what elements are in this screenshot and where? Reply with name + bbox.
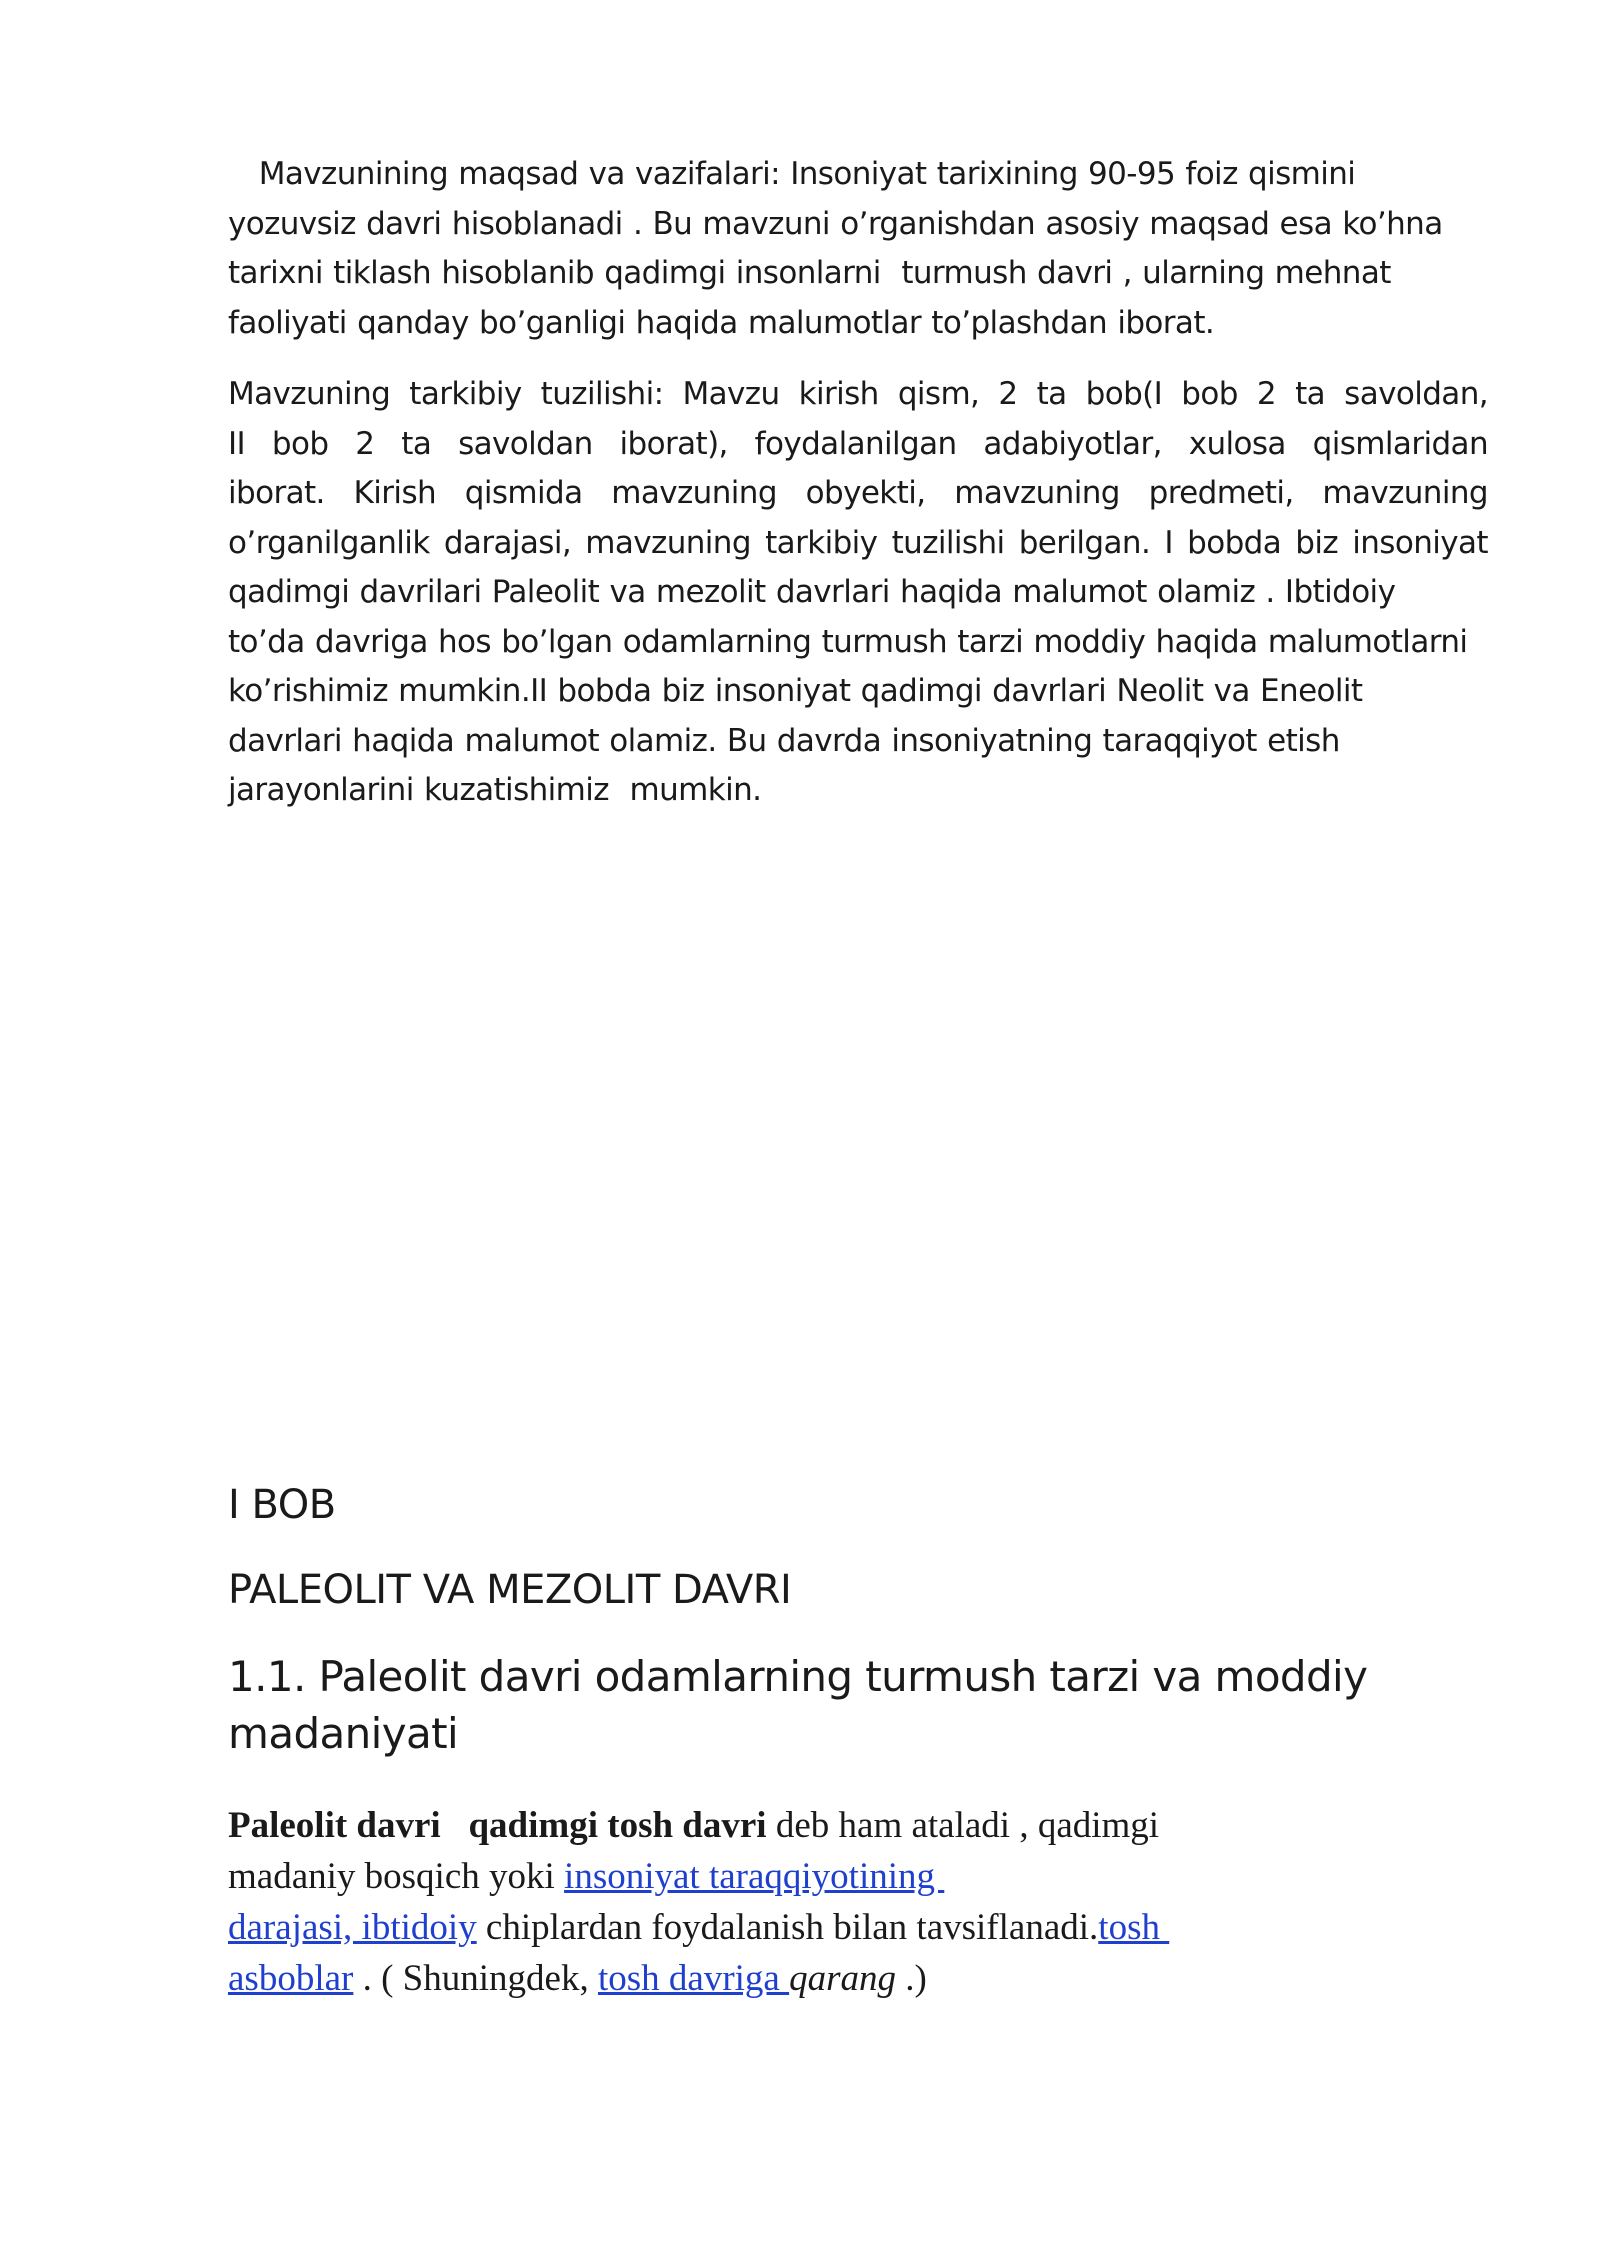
paleolit-text: .) xyxy=(896,1958,927,1999)
structure-line: ko’rishimiz mumkin.II bobda biz insoniyat qadimgi davrlari Neolit va Eneolit xyxy=(228,673,1363,709)
link-tosh-asboblar[interactable]: tosh xyxy=(1098,1907,1170,1948)
link-tosh-davriga[interactable]: tosh davriga xyxy=(597,1958,790,1999)
paleolit-text: chiplardan foydalanish bilan tavsiflanadi. xyxy=(476,1907,1099,1948)
intro-line: Mavzunining maqsad va vazifalari: Insoniyat tarixining 90-95 foiz qismini xyxy=(228,156,1356,192)
structure-line: iborat. Kirish qismida mavzuning obyekti, mavzuning predmeti, mavzuning xyxy=(228,475,1488,511)
chapter-label: I BOB xyxy=(228,1482,336,1528)
bold-term: Paleolit davri xyxy=(228,1805,441,1846)
structure-line: jarayonlarini kuzatishimiz mumkin. xyxy=(228,772,762,808)
structure-line: to’da davriga hos bo’lgan odamlarning turmush tarzi moddiy haqida malumotlarni xyxy=(228,623,1468,660)
structure-line: II bob 2 ta savoldan iborat), foydalanilgan adabiyotlar, xulosa qismlaridan xyxy=(228,425,1488,462)
intro-line: tarixni tiklash hisoblanib qadimgi insonlarni turmush davri , ularning mehnat xyxy=(228,255,1391,291)
structure-line: Mavzuning tarkibiy tuzilishi: Mavzu kirish qism, 2 ta bob(I bob 2 ta savoldan, xyxy=(228,376,1488,412)
chapter-title: PALEOLIT VA MEZOLIT DAVRI xyxy=(228,1567,792,1613)
paleolit-line xyxy=(228,1851,1508,1902)
paleolit-line xyxy=(228,1953,1508,2004)
link-insoniyat-taraqqiyoti[interactable]: darajasi, ibtidoiy xyxy=(228,1907,477,1948)
structure-line: o’rganilganlik darajasi, mavzuning tarkibiy tuzilishi berilgan. I bobda biz insoniyat xyxy=(228,524,1488,561)
section-heading-line: 1.1. Paleolit davri odamlarning turmush tarzi va moddiy xyxy=(228,1652,1368,1701)
section-heading xyxy=(228,1648,1367,1762)
paleolit-line xyxy=(228,1800,1508,1851)
structure-paragraph xyxy=(228,370,1488,816)
paleolit-text: madaniy bosqich yoki xyxy=(228,1856,565,1897)
paleolit-paragraph xyxy=(228,1800,1508,2004)
link-insoniyat-taraqqiyoti[interactable]: insoniyat taraqqiyotining xyxy=(564,1856,945,1897)
paleolit-text: . ( Shuningdek, xyxy=(353,1958,598,1999)
italic-text: qarang xyxy=(789,1958,896,1999)
paleolit-text: deb ham ataladi , qadimgi xyxy=(766,1805,1160,1846)
structure-line: davrlari haqida malumot olamiz. Bu davrda insoniyatning taraqqiyot etish xyxy=(228,722,1340,759)
section-heading-line: madaniyati xyxy=(228,1709,459,1758)
link-tosh-asboblar[interactable]: asboblar xyxy=(228,1958,354,1999)
intro-line: faoliyati qanday bo’ganligi haqida malumotlar to’plashdan iborat. xyxy=(228,304,1215,341)
paleolit-line xyxy=(228,1902,1508,1953)
bold-synonym: qadimgi tosh davri xyxy=(468,1805,767,1846)
intro-paragraph xyxy=(228,150,1488,348)
intro-line: yozuvsiz davri hisoblanadi . Bu mavzuni o’rganishdan asosiy maqsad esa ko’hna xyxy=(228,205,1443,242)
structure-line: qadimgi davrilari Paleolit va mezolit davrlari haqida malumot olamiz . Ibtidoiy xyxy=(228,574,1396,610)
